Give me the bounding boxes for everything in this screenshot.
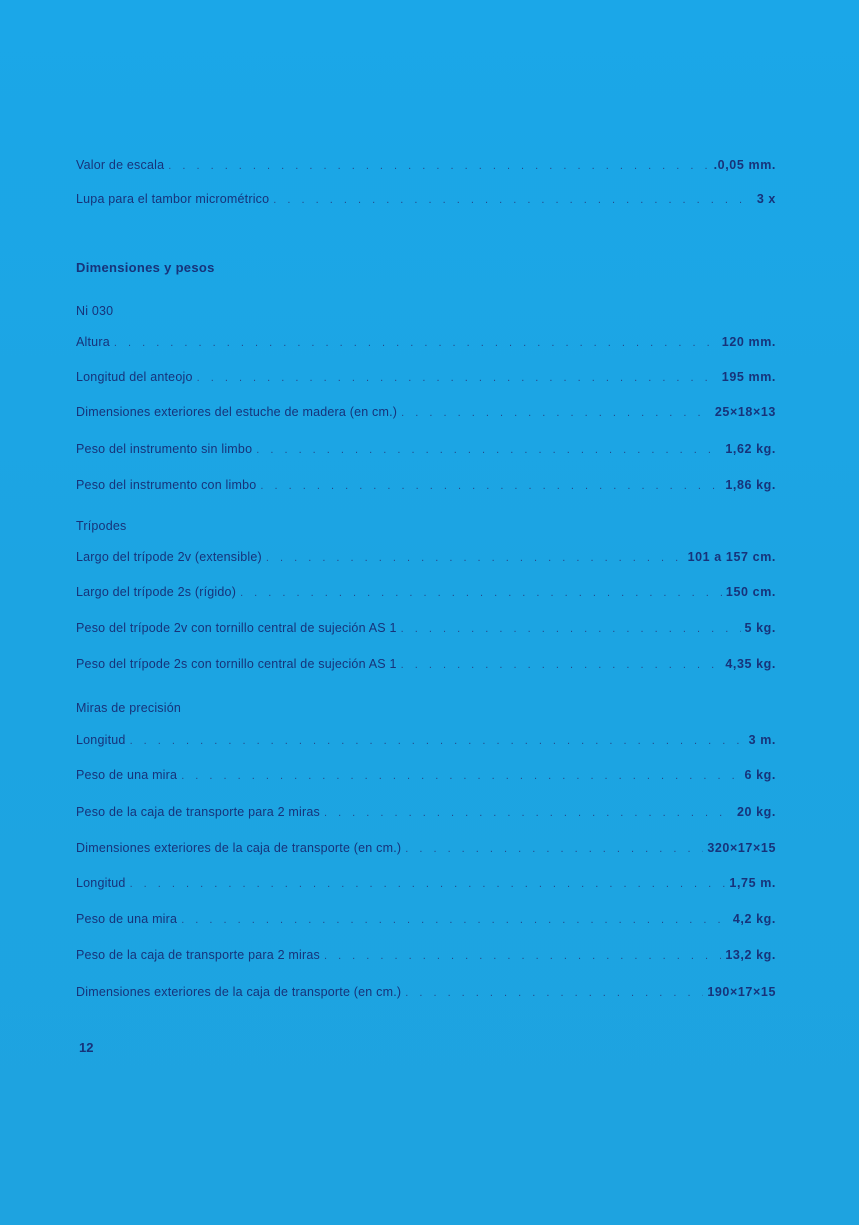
spec-label: Dimensiones exteriores de la caja de transporte (en cm.) xyxy=(76,985,402,999)
spec-value: 1,75 m. xyxy=(729,876,776,890)
spec-row xyxy=(76,478,776,500)
spec-label: Peso del instrumento sin limbo xyxy=(76,442,253,456)
spec-value: 20 kg. xyxy=(736,805,776,819)
spec-label: Longitud xyxy=(76,876,126,890)
spec-value: 320×17×15 xyxy=(707,841,776,855)
spec-row xyxy=(76,442,776,464)
spec-row xyxy=(76,192,776,214)
spec-label: Dimensiones exteriores del estuche de madera (en cm.) xyxy=(76,405,398,419)
leader-dots xyxy=(405,987,703,999)
spec-label: Valor de escala xyxy=(76,158,165,172)
spec-row xyxy=(76,805,776,827)
spec-value: 190×17×15 xyxy=(707,985,776,999)
spec-row xyxy=(76,657,776,679)
spec-value: 101 a 157 cm. xyxy=(687,550,776,564)
spec-label: Peso de la caja de transporte para 2 miras xyxy=(76,805,320,819)
spec-label: Peso del instrumento con limbo xyxy=(76,478,257,492)
spec-row xyxy=(76,985,776,1007)
spec-row xyxy=(76,621,776,643)
leader-dots xyxy=(181,770,740,782)
spec-row xyxy=(76,841,776,863)
leader-dots xyxy=(168,160,709,172)
spec-value: 150 cm. xyxy=(725,585,776,599)
spec-row xyxy=(76,370,776,392)
leader-dots xyxy=(273,194,753,206)
leader-dots xyxy=(260,480,721,492)
spec-value: 4,35 kg. xyxy=(725,657,776,671)
leader-dots xyxy=(405,843,703,855)
spec-row xyxy=(76,158,776,180)
spec-row xyxy=(76,768,776,790)
spec-label: Dimensiones exteriores de la caja de transporte (en cm.) xyxy=(76,841,402,855)
leader-dots xyxy=(114,337,718,349)
spec-row xyxy=(76,550,776,572)
spec-value: 3 x xyxy=(756,192,776,206)
spec-row xyxy=(76,405,776,427)
spec-label: Peso de una mira xyxy=(76,912,178,926)
group-title: Ni 030 xyxy=(76,304,114,318)
spec-label: Lupa para el tambor micrométrico xyxy=(76,192,270,206)
spec-label: Largo del trípode 2v (extensible) xyxy=(76,550,262,564)
spec-row xyxy=(76,585,776,607)
leader-dots xyxy=(401,623,741,635)
leader-dots xyxy=(130,735,745,747)
leader-dots xyxy=(197,372,718,384)
spec-label: Peso de una mira xyxy=(76,768,178,782)
spec-value: 13,2 kg. xyxy=(725,948,776,962)
leader-dots xyxy=(181,914,729,926)
spec-label: Altura xyxy=(76,335,110,349)
leader-dots xyxy=(266,552,684,564)
spec-label: Longitud del anteojo xyxy=(76,370,193,384)
spec-value: 1,86 kg. xyxy=(725,478,776,492)
spec-value: 120 mm. xyxy=(721,335,776,349)
spec-label: Peso del trípode 2v con tornillo central de sujeción AS 1 xyxy=(76,621,397,635)
leader-dots xyxy=(240,587,722,599)
spec-label: Peso del trípode 2s con tornillo central de sujeción AS 1 xyxy=(76,657,397,671)
spec-value: .0,05 mm. xyxy=(713,158,776,172)
spec-value: 195 mm. xyxy=(721,370,776,384)
group-title: Miras de precisión xyxy=(76,701,182,715)
leader-dots xyxy=(324,807,733,819)
section-heading: Dimensiones y pesos xyxy=(76,260,215,275)
spec-row xyxy=(76,876,776,898)
spec-row xyxy=(76,335,776,357)
spec-value: 5 kg. xyxy=(744,621,776,635)
group-title: Trípodes xyxy=(76,519,127,533)
spec-row xyxy=(76,948,776,970)
leader-dots xyxy=(130,878,726,890)
page-number: 12 xyxy=(79,1040,94,1055)
spec-value: 6 kg. xyxy=(744,768,776,782)
spec-label: Peso de la caja de transporte para 2 miras xyxy=(76,948,320,962)
leader-dots xyxy=(256,444,721,456)
leader-dots xyxy=(324,950,721,962)
spec-value: 3 m. xyxy=(748,733,776,747)
spec-row xyxy=(76,912,776,934)
spec-label: Largo del trípode 2s (rígido) xyxy=(76,585,237,599)
spec-value: 4,2 kg. xyxy=(732,912,776,926)
spec-row xyxy=(76,733,776,755)
leader-dots xyxy=(401,407,711,419)
leader-dots xyxy=(401,659,722,671)
spec-label: Longitud xyxy=(76,733,126,747)
spec-value: 25×18×13 xyxy=(714,405,776,419)
spec-value: 1,62 kg. xyxy=(725,442,776,456)
